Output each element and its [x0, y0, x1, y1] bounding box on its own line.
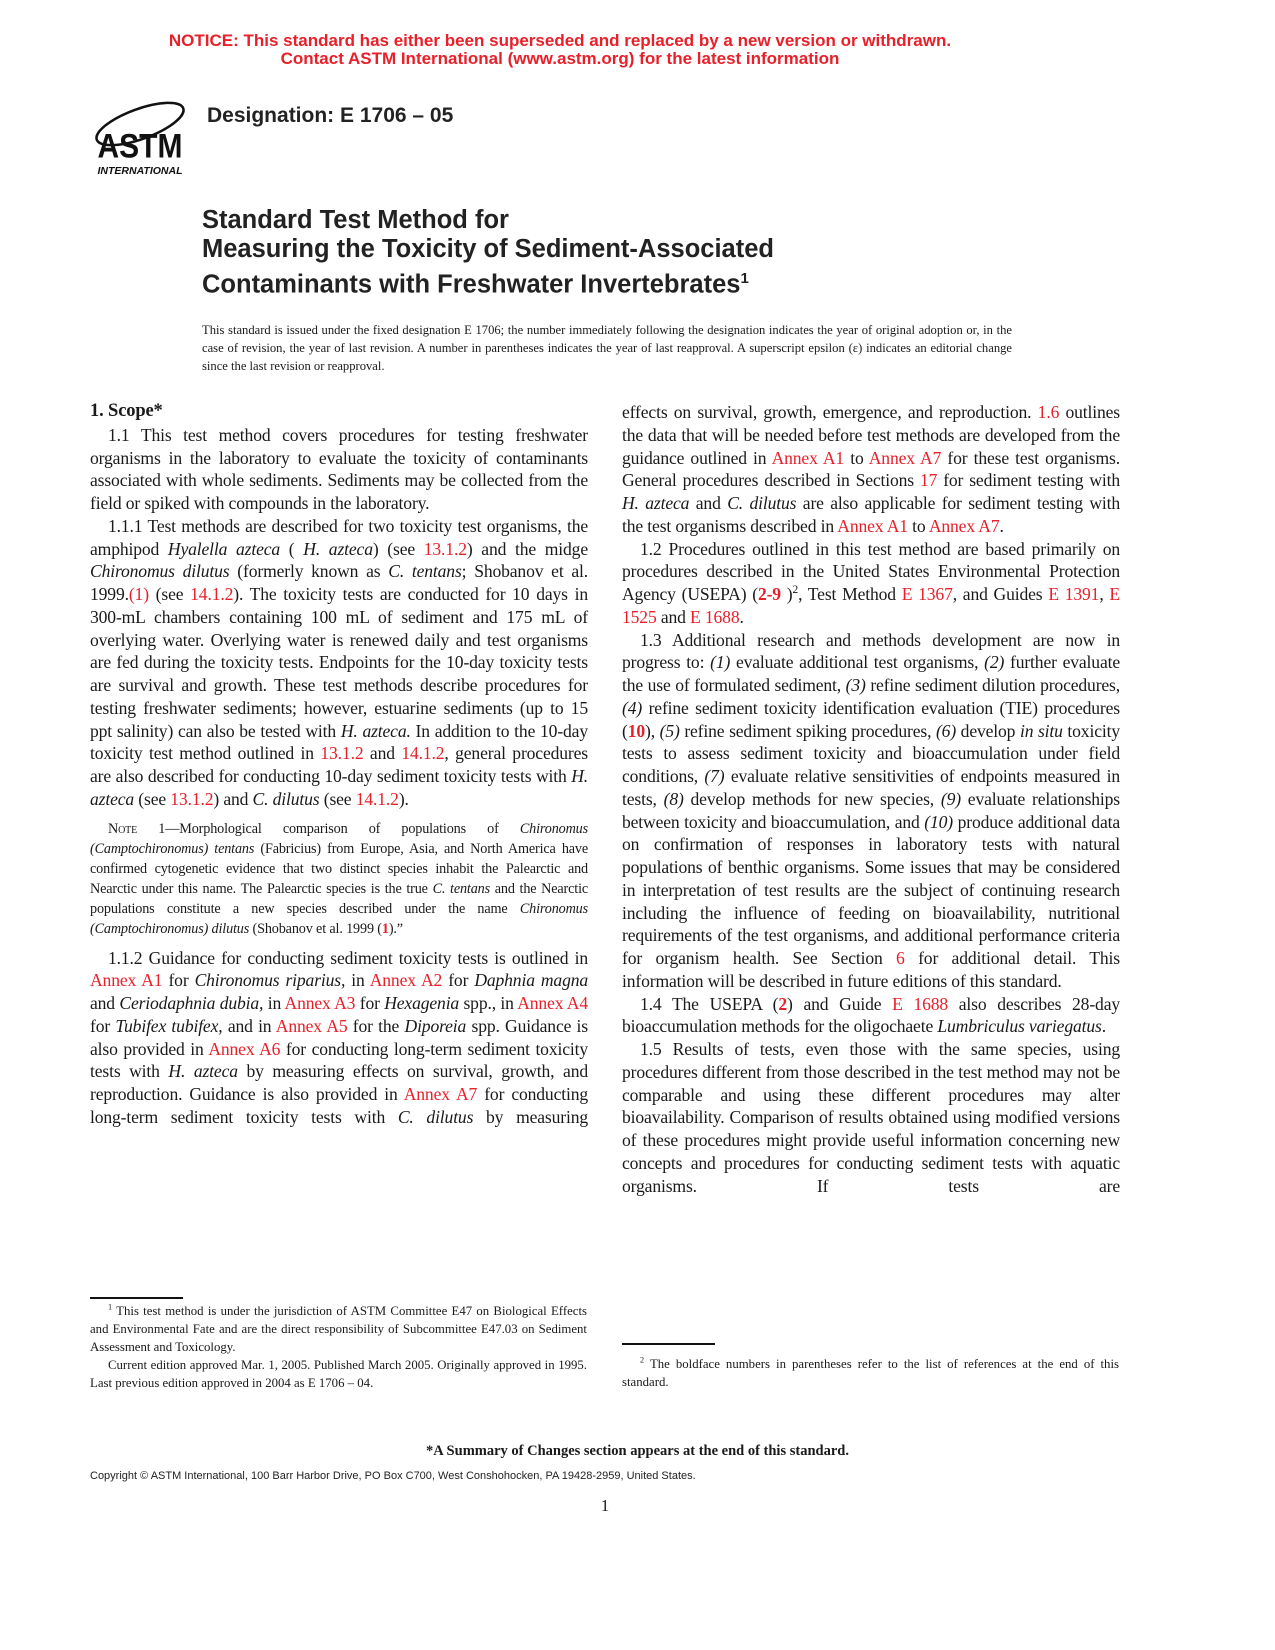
- title-line-3-text: Contaminants with Freshwater Invertebrates: [202, 270, 741, 299]
- italic-text: H. azteca.: [340, 720, 411, 741]
- text-run: .: [1101, 1016, 1106, 1037]
- text-run: , general procedures are also described for conducting 10-day sediment toxicity tests with: [90, 743, 588, 786]
- right-column: [622, 401, 1120, 1197]
- italic-text: H. azteca: [168, 1061, 238, 1082]
- italic-text: Daphnia magna: [474, 970, 589, 991]
- paragraph-1-1-2: [90, 947, 588, 1129]
- italic-text: Ceriodaphnia dubia,: [119, 993, 264, 1013]
- italic-text: (6): [935, 720, 957, 741]
- text-run: refine sediment toxicity identification evaluation (TIE) procedures (: [622, 697, 1120, 741]
- text-run: (Shobanov et al. 1999 (: [249, 920, 382, 937]
- text-run: by measuring effects on survival, growth, and reproduction. Guidance is also provided in: [90, 1061, 588, 1104]
- italic-text: Hexagenia: [384, 993, 460, 1013]
- text-run: , Test Method: [798, 584, 902, 604]
- cross-reference-link[interactable]: 14.1.2: [190, 584, 234, 604]
- text-run: for: [162, 970, 195, 991]
- italic-text: H. azteca: [622, 493, 690, 513]
- title-line-2: Measuring the Toxicity of Sediment-Associated: [202, 235, 774, 263]
- italic-text: (4): [622, 697, 643, 718]
- text-run: for conducting long-term sediment toxicity tests with: [90, 1084, 588, 1127]
- text-run: also describes 28-day bioaccumulation methods for the oligochaete: [622, 993, 1120, 1037]
- text-run: and: [656, 606, 691, 627]
- footnotes-right: [622, 1355, 1119, 1391]
- text-run: and the Nearctic populations constitute a new species described under the name: [90, 880, 589, 917]
- supersession-notice: [0, 32, 1120, 68]
- text-run: and: [689, 493, 728, 513]
- copyright: Copyright © ASTM International, 100 Barr Harbor Drive, PO Box C700, West Conshohocken, PA 19428-2959, United States.: [90, 1470, 696, 1482]
- footnote-1-edition: [90, 1356, 587, 1392]
- cross-reference-link[interactable]: E 1391: [1048, 584, 1100, 604]
- italic-text: H. azteca: [303, 538, 373, 559]
- text-run: 1.3 Additional research and methods development are now in progress to:: [622, 629, 1120, 673]
- paragraph-1-5: [622, 1038, 1120, 1197]
- text-run: develop: [956, 720, 1020, 741]
- cross-reference-link[interactable]: 13.1.2: [423, 538, 467, 559]
- italic-text: C. dilutus: [397, 1106, 474, 1127]
- cross-reference-link[interactable]: E 1525: [622, 584, 1120, 627]
- text-run: for: [90, 1015, 116, 1036]
- text-run: spp. Guidance is also provided in: [90, 1015, 588, 1059]
- cross-reference-link[interactable]: 6: [896, 948, 905, 968]
- cross-reference-link[interactable]: E 1688: [690, 606, 740, 627]
- left-column: [90, 400, 588, 1129]
- text-run: and in: [222, 1015, 276, 1036]
- text-run: spp., in: [459, 993, 518, 1013]
- text-run: in: [263, 993, 285, 1013]
- text-run: are also applicable for sediment testing with the test organisms described in: [622, 493, 1120, 536]
- italic-text: Chironomus (Camptochironomus) dilutus: [90, 900, 588, 937]
- text-run: for: [355, 993, 385, 1013]
- title-footnote-mark: 1: [740, 270, 749, 287]
- document-title: [202, 206, 774, 300]
- note-1: [90, 819, 588, 939]
- cross-reference-link[interactable]: 17: [919, 470, 938, 491]
- cross-reference-link[interactable]: E 1367: [901, 584, 953, 604]
- text-run: further evaluate the use of formulated sediment,: [622, 652, 1120, 695]
- italic-text: (5): [659, 720, 680, 741]
- page-number: 1: [600, 1496, 610, 1515]
- footnote-divider-left: [90, 1297, 183, 1299]
- text-run: .: [739, 606, 744, 627]
- issuance-note: This standard is issued under the fixed designation E 1706; the number immediately following the designation indicates the year of original adoption or, in the case of revision, the year of last revision. A number in parentheses indicates the year of last reapproval. A superscript epsilon (ε) indicates an editorial change since the last revision or reapproval.: [202, 323, 1012, 373]
- cross-reference-link[interactable]: Annex A7: [868, 447, 942, 468]
- footnote-2: [622, 1355, 1119, 1391]
- italic-text: Tubifex tubifex,: [115, 1015, 223, 1036]
- text-run: and: [90, 993, 120, 1013]
- text-run: ),: [645, 720, 660, 741]
- text-run: to: [907, 515, 929, 536]
- text-run: ) and: [213, 788, 253, 809]
- text-run: for these test organisms. General procedures described in Sections: [622, 447, 1120, 491]
- cross-reference-link[interactable]: 14.1.2: [355, 788, 399, 809]
- footnote-reference: 2: [792, 584, 799, 597]
- cross-reference-link[interactable]: 14.1.2: [401, 743, 445, 764]
- text-run: produce additional data on confirmation of responses in laboratory tests with natural populations of benthic organisms. Some issues that may be considered in interpretation of test results are the subject of continuing research including the influence of feeding on bioavailability, nutritional requirements of the test organisms, and additional performance criteria for organism health. See Section: [622, 811, 1120, 968]
- cross-reference-link[interactable]: 13.1.2: [170, 788, 214, 809]
- text-run: 1.2 Procedures outlined in this test method are based primarily on procedures described in the United States Environmental Protection Agency (USEPA) (: [622, 538, 1120, 604]
- text-run: In addition to the 10-day toxicity test method outlined in: [90, 720, 588, 764]
- reference-number-link[interactable]: 2: [778, 993, 788, 1014]
- text-run: This test method is under the jurisdiction of ASTM Committee E47 on Biological Effects and Environmental Fate and are the direct responsibility of Subcommittee E47.03 on Sediment Assessment and Toxicology.: [90, 1304, 587, 1354]
- text-run: 1.1.2 Guidance for conducting sediment toxicity tests is outlined in: [108, 947, 588, 968]
- cross-reference-link[interactable]: (1): [128, 584, 149, 604]
- text-run: (Fabricius) from Europe, Asia, and North America have confirmed cytogenetic evidence that two distinct species inhabit the Palearctic and Nearctic under this name. The Palearctic species is the true: [90, 840, 589, 897]
- paragraph-1-2: [622, 538, 1120, 629]
- notice-line-1: NOTICE: This standard has either been superseded and replaced by a new version or withdrawn.: [168, 31, 952, 50]
- italic-text: C. tentans: [432, 880, 490, 897]
- italic-text: in situ: [1019, 720, 1063, 741]
- text-run: (see: [319, 788, 356, 809]
- italic-text: (8): [663, 788, 684, 809]
- text-run: Current edition approved Mar. 1, 2005. Published March 2005. Originally approved in 1995. Last previous edition approved in 2004 as E 1706 – 04.: [90, 1358, 587, 1390]
- cross-reference-link[interactable]: Annex A1: [771, 447, 845, 468]
- text-run: .: [999, 515, 1004, 536]
- italic-text: (10): [924, 811, 954, 832]
- text-run: , and Guides: [952, 584, 1049, 604]
- notice-line-2: Contact ASTM International (www.astm.org) for the latest information: [280, 49, 840, 68]
- text-run: for the: [347, 1015, 405, 1036]
- text-run: The boldface numbers in parentheses refer to the list of references at the end of this standard.: [622, 1357, 1119, 1389]
- text-run: ): [780, 584, 793, 604]
- title-line-1: Standard Test Method for: [202, 206, 509, 234]
- footnote-1: [90, 1302, 587, 1356]
- text-run: in: [345, 970, 370, 991]
- text-run: (see: [148, 584, 191, 604]
- astm-logo: [90, 86, 190, 178]
- italic-text: H. azteca: [90, 766, 588, 809]
- text-run: ; Shobanov et al. 1999.: [90, 561, 588, 604]
- cross-reference-link[interactable]: Annex A1: [837, 515, 908, 536]
- footnotes-left: [90, 1302, 587, 1392]
- cross-reference-link[interactable]: Annex A2: [369, 970, 443, 991]
- title-line-3: [202, 264, 774, 300]
- cross-reference-link[interactable]: 1.6: [1037, 402, 1060, 422]
- italic-text: (2): [984, 652, 1005, 673]
- text-run: develop methods for new species,: [683, 788, 941, 809]
- cross-reference-link[interactable]: Annex A4: [517, 993, 588, 1013]
- italic-text: (9): [940, 788, 961, 809]
- paragraph-1-1-1: [90, 515, 588, 811]
- text-run: 1.1.1 Test methods are described for two toxicity test organisms, the amphipod: [90, 515, 588, 559]
- text-run: for sediment testing with: [937, 470, 1120, 491]
- italic-text: (7): [704, 766, 725, 786]
- text-run: 1—Morphological comparison of populations of: [137, 820, 520, 837]
- cross-reference-link[interactable]: Annex A6: [208, 1038, 281, 1059]
- cross-reference-link[interactable]: Annex A3: [284, 993, 356, 1013]
- reference-number-link[interactable]: 10: [627, 720, 646, 741]
- text-run: ) and Guide: [787, 993, 893, 1014]
- text-run: for: [442, 970, 475, 991]
- reference-number-link[interactable]: 2-9: [757, 584, 781, 604]
- cross-reference-link[interactable]: 13.1.2: [320, 743, 364, 764]
- text-run: by measuring: [473, 1106, 589, 1127]
- text-run: evaluate relative sensitivities of endpoints measured in tests,: [622, 766, 1120, 809]
- italic-text: Chironomus riparius,: [194, 970, 346, 991]
- text-run: to: [844, 447, 869, 468]
- cross-reference-link[interactable]: Annex A7: [403, 1084, 478, 1104]
- text-run: evaluate relationships between toxicity and bioaccumulation, and: [622, 788, 1120, 832]
- text-run: for additional detail. This information will be described in future editions of this standard.: [622, 948, 1120, 991]
- designation: Designation: E 1706 – 05: [207, 104, 454, 127]
- text-run: and: [363, 743, 402, 764]
- paragraph-1-1-2-continued: [622, 401, 1120, 538]
- cross-reference-link[interactable]: E 1688: [892, 993, 949, 1014]
- section-heading-scope: 1. Scope*: [90, 401, 163, 421]
- footnote-divider-right: [622, 1343, 715, 1345]
- text-run: 1.4 The USEPA (: [640, 993, 779, 1014]
- cross-reference-link[interactable]: Annex A7: [928, 515, 1000, 536]
- text-run: (formerly known as: [229, 561, 389, 582]
- text-run: evaluate additional test organisms,: [730, 652, 985, 673]
- cross-reference-link[interactable]: Annex A5: [275, 1015, 348, 1036]
- text-run: 1.1 This test method covers procedures for testing freshwater organisms in the laboratory to evaluate the toxicity of contaminants associated with whole sediments. Sediments may be collected from the field or spiked with compounds in the laboratory.: [90, 424, 588, 513]
- italic-text: Chironomus dilutus: [90, 561, 230, 582]
- italic-text: C. tentans: [388, 561, 462, 582]
- text-run: (: [280, 538, 304, 559]
- cross-reference-link[interactable]: Annex A1: [90, 970, 163, 991]
- paragraph-1-4: [622, 993, 1120, 1039]
- text-run: toxicity tests to assess sediment toxicity and bioaccumulation under field conditions,: [622, 720, 1120, 786]
- reference-number-link[interactable]: 1: [381, 920, 389, 937]
- italic-text: C. dilutus: [727, 493, 797, 513]
- text-run: ,: [1099, 584, 1110, 604]
- logo-letters: ASTM: [97, 126, 183, 165]
- italic-text: Lumbriculus variegatus: [937, 1016, 1102, 1037]
- text-run: for conducting long-term sediment toxicity tests with: [90, 1038, 588, 1082]
- text-run: ) and the midge: [466, 538, 588, 559]
- text-run: outlines the data that will be needed before test methods are developed from the guidance outlined in: [622, 402, 1120, 468]
- text-run: ) (see: [372, 538, 424, 559]
- italic-text: (3): [845, 675, 866, 695]
- summary-of-changes-note: *A Summary of Changes section appears at the end of this standard.: [426, 1443, 849, 1459]
- note-label: Note: [108, 820, 138, 837]
- footnote-reference: 1: [108, 1302, 113, 1312]
- text-run: refine sediment spiking procedures,: [679, 720, 936, 741]
- text-run: ).: [398, 788, 409, 809]
- paragraph-1-3: [622, 629, 1120, 993]
- paragraph-1-1: [90, 424, 588, 515]
- italic-text: C. dilutus: [252, 788, 320, 809]
- italic-text: Diporeia: [404, 1015, 467, 1036]
- logo-subtitle: INTERNATIONAL: [97, 165, 183, 177]
- text-run: (see: [134, 788, 171, 809]
- text-run: ).”: [388, 920, 403, 937]
- text-run: ). The toxicity tests are conducted for 10 days in 300-mL chambers containing 100 mL of sediment and 175 mL of overlying water. Overlying water is renewed daily and test organisms are fed during the toxicity tests. Endpoints for the 10-day toxicity tests are survival and growth. These test methods describe procedures for testing freshwater sediments; however, estuarine sediments (up to 15 ppt salinity) can also be tested with: [90, 584, 588, 741]
- italic-text: Hyalella azteca: [167, 538, 281, 559]
- text-run: 1.5 Results of tests, even those with the same species, using procedures different from those described in the test method may not be comparable and using these different procedures may alter bioavailability. Comparison of results obtained using modified versions of these procedures might provide useful information concerning new concepts and procedures for conducting sediment tests with aquatic organisms. If tests are: [622, 1039, 1120, 1196]
- italic-text: (1): [710, 652, 731, 673]
- footnote-reference: 2: [640, 1355, 645, 1365]
- text-run: effects on survival, growth, emergence, and reproduction.: [622, 402, 1038, 422]
- italic-text: Chironomus (Camptochironomus) tentans: [90, 820, 588, 857]
- text-run: refine sediment dilution procedures,: [865, 675, 1121, 695]
